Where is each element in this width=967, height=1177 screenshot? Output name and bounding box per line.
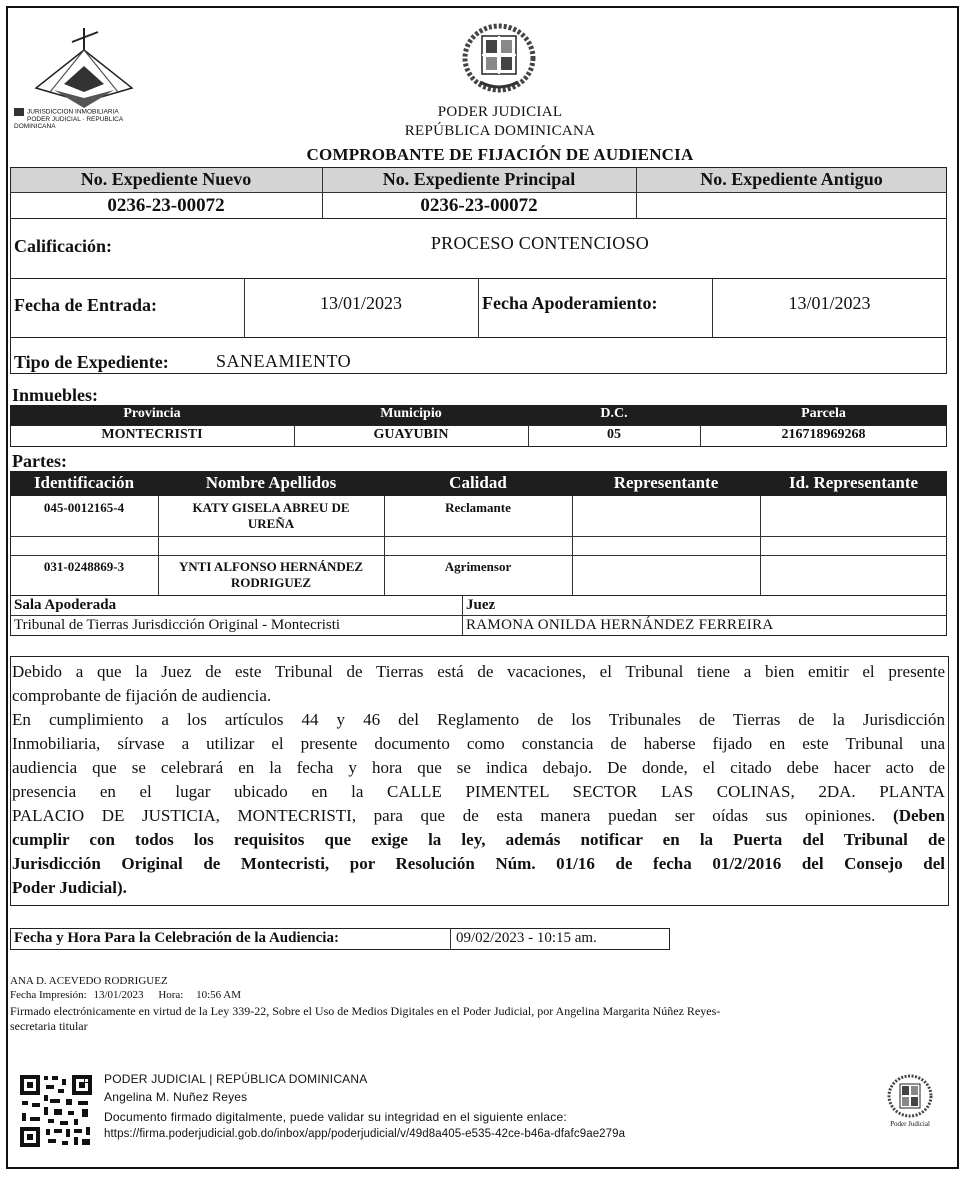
parte-1-id: 045-0012165-4	[43, 500, 125, 515]
fecha-impresion-label: Fecha Impresión:	[10, 989, 87, 1001]
expediente-nuevo-label: No. Expediente Nuevo	[80, 169, 252, 189]
inmuebles-header-municipio: Municipio	[380, 406, 442, 421]
author-name: ANA D. ACEVEDO RODRIGUEZ	[10, 975, 168, 987]
institution-name: PODER JUDICIAL	[437, 104, 563, 120]
signature-note: Documento firmado digitalmente, puede validar su integridad en el siguiente enlace:	[104, 1110, 567, 1124]
hora-label: Hora:	[158, 989, 184, 1001]
poder-judicial-seal-icon	[886, 1074, 934, 1120]
signature-url[interactable]: https://firma.poderjudicial.gob.do/inbox/app/poderjudicial/v/49d8a405-e535-42ce-b46a-dfafc9ae279a	[104, 1128, 626, 1140]
body-p1-line1: Debido a que la Juez de este Tribunal de Tierras está de vacaciones, el Tribunal tiene a bien emitir el presente	[12, 662, 945, 681]
expediente-principal-value: 0236-23-00072	[420, 195, 538, 216]
parte-2-id: 031-0248869-3	[43, 559, 125, 574]
tipo-expediente-label: Tipo de Expediente:	[14, 352, 169, 372]
document-title: COMPROBANTE DE FIJACIÓN DE AUDIENCIA	[306, 145, 694, 164]
partes-section-label: Partes:	[12, 451, 67, 471]
partes-header-representante: Representante	[613, 473, 719, 492]
seal-label: Poder Judicial	[890, 1120, 930, 1128]
body-p2-line2: Inmobiliaria, sírvase a utilizar el presente documento como constancia de haberse fijado en este Tribunal una	[12, 734, 945, 753]
inmueble-parcela: 216718969268	[781, 427, 866, 442]
inmueble-municipio: GUAYUBIN	[373, 427, 449, 442]
body-p2-line5-bold: (Deben	[893, 806, 945, 825]
body-p2-line7: Jurisdicción Original de Montecristi, por Resolución Núm. 01/16 de fecha 01/2/2016 del Consejo del	[12, 854, 945, 873]
body-p2-line8: Poder Judicial).	[12, 878, 127, 897]
fecha-impresion	[10, 989, 241, 1001]
fecha-entrada-label: Fecha de Entrada:	[14, 295, 157, 315]
parte-1-nombre-l1: KATY GISELA ABREU DE	[192, 500, 350, 515]
inmueble-dc: 05	[607, 427, 621, 442]
parte-2-calidad: Agrimensor	[444, 559, 512, 574]
parte-2-nombre-l1: YNTI ALFONSO HERNÁNDEZ	[178, 559, 364, 574]
expediente-nuevo-value: 0236-23-00072	[107, 195, 225, 216]
inmuebles-header-provincia: Provincia	[123, 406, 181, 421]
fecha-apoderamiento-value: 13/01/2023	[788, 293, 871, 313]
signature-signer: Angelina M. Nuñez Reyes	[104, 1090, 248, 1104]
body-p2-line1: En cumplimiento a los artículos 44 y 46 del Reglamento de los Tribunales de Tierras de la Jurisdicción	[12, 710, 945, 729]
inmuebles-section-label: Inmuebles:	[12, 385, 99, 405]
sala-label: Sala Apoderada	[14, 597, 117, 613]
body-p2-line5	[12, 804, 945, 828]
audiencia-value: 09/02/2023 - 10:15 am.	[456, 930, 597, 946]
tipo-expediente-value: SANEAMIENTO	[216, 351, 352, 371]
inmuebles-header-parcela: Parcela	[801, 406, 846, 421]
body-p1-line2: comprobante de fijación de audiencia.	[12, 686, 272, 705]
audiencia-label: Fecha y Hora Para la Celebración de la Audiencia:	[14, 930, 339, 946]
inmuebles-header-dc: D.C.	[600, 406, 628, 421]
ji-logo-text-1: JURISDICCION INMOBILIARIA	[27, 108, 119, 116]
body-p2-line4: presencia en el lugar ubicado en la CALLE PIMENTEL SECTOR LAS COLINAS, 2DA. PLANTA	[12, 782, 945, 801]
partes-header-identificacion: Identificación	[33, 473, 135, 492]
fecha-impresion-value: 13/01/2023	[93, 989, 144, 1001]
partes-header-id-representante: Id. Representante	[788, 473, 919, 492]
country-name: REPÚBLICA DOMINICANA	[404, 123, 596, 139]
body-p2-line6: cumplir con todos los requisitos que exige la ley, además notificar en la Puerta del Tribunal de	[12, 830, 945, 849]
fecha-apoderamiento-label: Fecha Apoderamiento:	[482, 293, 658, 313]
sala-value: Tribunal de Tierras Jurisdicción Original - Montecristi	[14, 617, 341, 633]
calificacion-label: Calificación:	[14, 236, 112, 256]
firma-line-1: Firmado electrónicamente en virtud de la Ley 339-22, Sobre el Uso de Medios Digitales en el Poder Judicial, por Angelina Margarita Núñez Reyes-	[10, 1004, 721, 1018]
fecha-entrada-value: 13/01/2023	[319, 293, 402, 313]
hora-value: 10:56 AM	[196, 989, 242, 1001]
juez-label: Juez	[466, 597, 496, 613]
ji-logo-text	[14, 108, 154, 130]
expediente-antiguo-label: No. Expediente Antiguo	[700, 169, 883, 189]
ji-logo-text-2: PODER JUDICIAL · REPUBLICA DOMINICANA	[14, 116, 123, 130]
partes-header-nombre: Nombre Apellidos	[205, 473, 337, 492]
parte-1-calidad: Reclamante	[445, 500, 511, 515]
parte-2-nombre	[158, 559, 384, 591]
expediente-principal-label: No. Expediente Principal	[382, 169, 576, 189]
partes-header-calidad: Calidad	[449, 473, 507, 492]
body-p2-line5-regular: PALACIO DE JUSTICIA, MONTECRISTI, para que de esta manera puedan ser oídas sus opiniones.	[12, 806, 876, 825]
firma-line-2: secretaria titular	[10, 1019, 88, 1033]
parte-1-nombre	[158, 500, 384, 532]
parte-1-nombre-l2: UREÑA	[247, 516, 295, 531]
juez-value: RAMONA ONILDA HERNÁNDEZ FERREIRA	[466, 617, 774, 633]
body-p2-line3: audiencia que se celebrará en la fecha y hora que se indica debajo. De donde, el citado debe hacer acto de	[12, 758, 945, 777]
coat-of-arms-icon	[460, 16, 538, 96]
calificacion-value: PROCESO CONTENCIOSO	[430, 233, 650, 253]
inmueble-provincia: MONTECRISTI	[101, 427, 203, 442]
ji-logo-mark-icon	[14, 108, 24, 116]
qr-code-icon	[18, 1073, 94, 1149]
parte-2-nombre-l2: RODRIGUEZ	[230, 575, 312, 590]
signature-org: PODER JUDICIAL | REPÚBLICA DOMINICANA	[104, 1072, 368, 1086]
